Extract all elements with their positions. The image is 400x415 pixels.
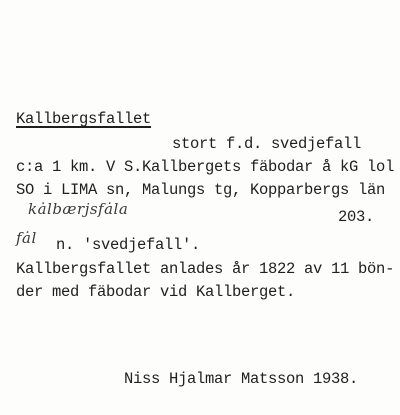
place-name-title: Kallbergsfallet [16, 110, 152, 128]
history-line-2: der med fäbodar vid Kallberget. [16, 283, 296, 301]
location-line-1: c:a 1 km. V S.Kallbergets fäbodar å kG lol [16, 158, 395, 176]
definition-line: stort f.d. svedjefall [172, 135, 362, 153]
handwritten-pronunciation: kȧlbærjsfȧla [28, 200, 129, 218]
card-number: 203. [338, 208, 375, 226]
location-line-2: SO i LIMA sn, Malungs tg, Kopparbergs län [16, 181, 386, 199]
history-line-1: Kallbergsfallet anlades år 1822 av 11 bön- [16, 260, 395, 278]
meaning-line: n. 'svedjefall'. [56, 236, 201, 254]
handwritten-abbreviation: fȧl [16, 229, 37, 247]
collector-signature: Niss Hjalmar Matsson 1938. [124, 370, 359, 388]
